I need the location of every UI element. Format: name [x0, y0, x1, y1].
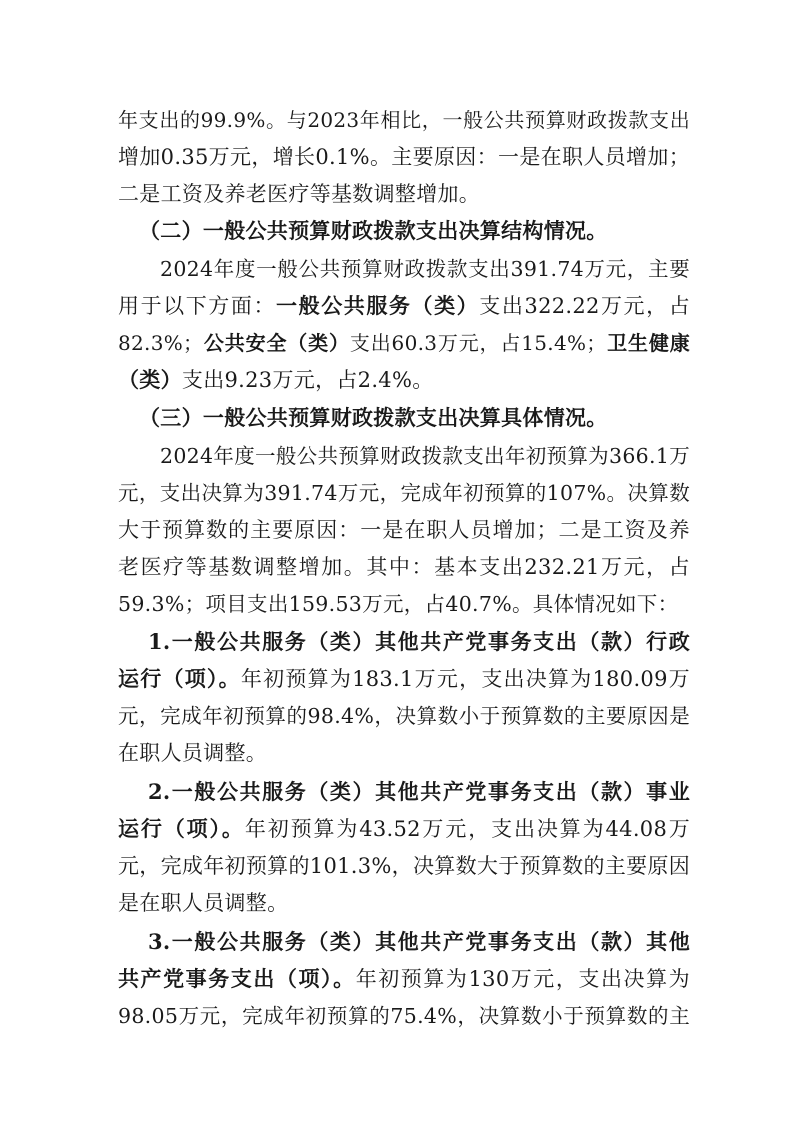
paragraph-line: 是在职人员调整。 — [118, 891, 289, 915]
bold-term: （类） — [118, 367, 182, 392]
paragraph-line: 59.3%；项目支出159.53万元，占40.7%。具体情况如下： — [118, 592, 679, 616]
paragraph-line: 元，完成年初预算的98.4%，决算数小于预算数的主要原因是 — [118, 704, 690, 728]
paragraph-line — [118, 325, 690, 361]
bold-term: 运行（项）。 — [118, 816, 245, 841]
bold-term: 公共安全（类） — [203, 331, 350, 355]
paragraph-line: 2024年度一般公共预算财政拨款支出年初预算为366.1万 — [160, 444, 690, 468]
paragraph-line: 在职人员调整。 — [118, 741, 268, 765]
bold-term: 卫生健康 — [606, 331, 690, 355]
paragraph-line — [118, 288, 690, 324]
text-span: 年初预算为43.52万元，支出决算为44.08万 — [244, 817, 690, 841]
bold-term: 共产党事务支出（项）。 — [118, 966, 356, 991]
paragraph-line: 2024年度一般公共预算财政拨款支出391.74万元，主要 — [160, 257, 690, 281]
text-span: 82.3%； — [118, 331, 204, 355]
paragraph-line: 元，支出决算为391.74万元，完成年初预算的107%。决算数 — [118, 481, 690, 505]
item-heading: 2.一般公共服务（类）其他共产党事务支出（款）事业 — [148, 779, 690, 804]
item-heading: 1.一般公共服务（类）其他共产党事务支出（款）行政 — [148, 629, 690, 654]
section-heading: （二）一般公共预算财政拨款支出决算结构情况。 — [139, 218, 608, 243]
text-span: 支出322.22万元，占 — [479, 294, 690, 318]
paragraph-line: 年支出的99.9%。与2023年相比，一般公共预算财政拨款支出 — [118, 108, 690, 132]
item-heading: 3.一般公共服务（类）其他共产党事务支出（款）其他 — [148, 929, 690, 954]
paragraph-line: 98.05万元，完成年初预算的75.4%，决算数小于预算数的主 — [118, 1004, 690, 1028]
text-span: 年初预算为130万元，支出决算为 — [355, 967, 690, 991]
bold-term: 一般公共服务（类） — [276, 293, 480, 318]
section-heading: （三）一般公共预算财政拨款支出决算具体情况。 — [139, 405, 608, 430]
text-span: 支出9.23万元，占2.4%。 — [181, 368, 434, 392]
paragraph-line — [118, 811, 690, 847]
paragraph-line — [118, 961, 690, 997]
text-span: 支出60.3万元，占15.4%； — [349, 331, 607, 355]
paragraph-line: 增加0.35万元，增长0.1%。主要原因：一是在职人员增加； — [118, 145, 690, 169]
paragraph-line — [118, 362, 690, 398]
paragraph-line — [118, 661, 690, 697]
paragraph-line: 大于预算数的主要原因：一是在职人员增加；二是工资及养 — [118, 518, 690, 542]
text-span: 年初预算为183.1万元，支出决算为180.09万 — [240, 667, 690, 691]
paragraph-line: 二是工资及养老医疗等基数调整增加。 — [118, 182, 481, 206]
bold-term: 运行（项）。 — [118, 666, 241, 691]
text-span: 用于以下方面： — [118, 294, 277, 318]
paragraph-line: 老医疗等基数调整增加。其中：基本支出232.21万元，占 — [118, 555, 690, 579]
paragraph-line: 元，完成年初预算的101.3%，决算数大于预算数的主要原因 — [118, 854, 690, 878]
